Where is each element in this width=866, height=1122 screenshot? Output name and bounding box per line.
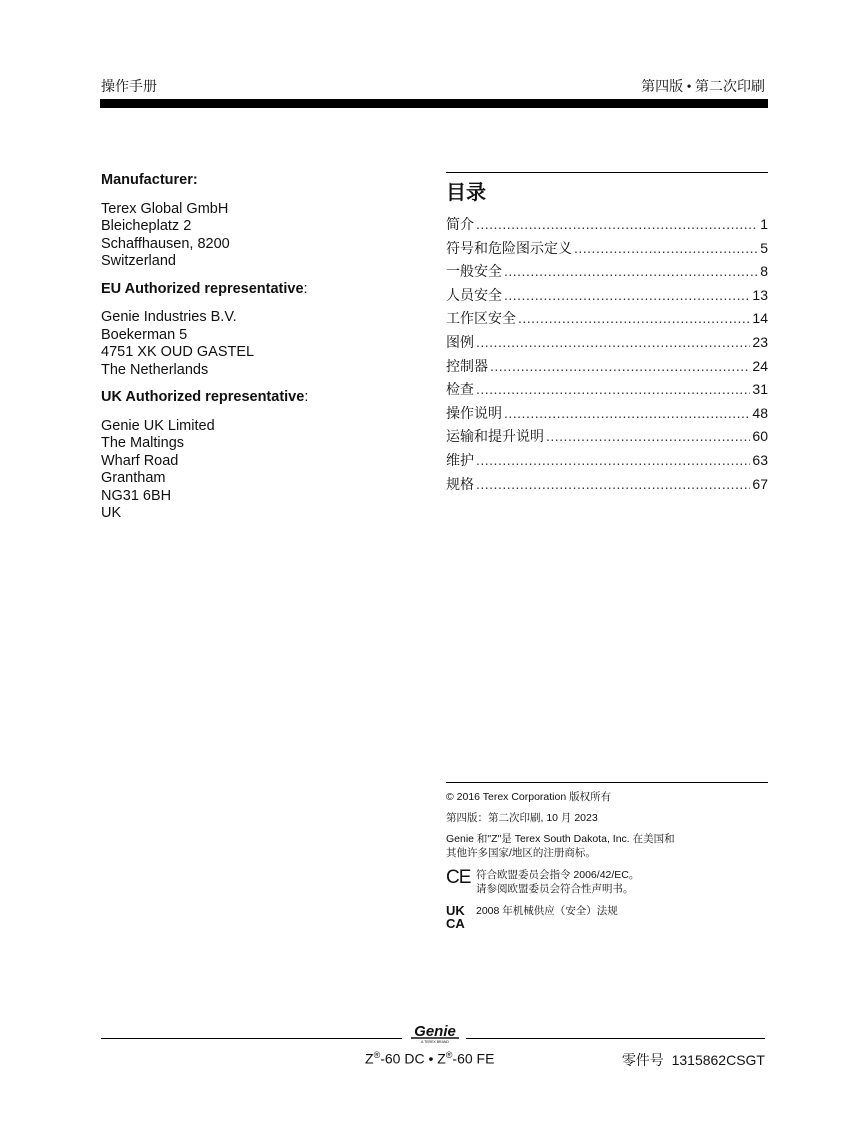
toc-entry-label: 控制器	[446, 359, 488, 375]
toc-entry-label: 检查	[446, 383, 474, 399]
ukca-mark-top: UK	[446, 903, 465, 918]
toc-entry-page: 14	[752, 310, 768, 327]
genie-logo-subtext: A TEREX BRAND	[421, 1040, 449, 1044]
toc-entry-page: 23	[752, 333, 768, 350]
footer-rule-right	[466, 1038, 765, 1039]
address-line: Boekerman 5	[101, 326, 188, 343]
address-line: The Netherlands	[101, 361, 209, 378]
ce-text-line-1: 符合欧盟委员会指令 2006/42/EC。	[476, 869, 640, 881]
toc-entry[interactable]	[446, 261, 768, 285]
header-manual-title: 操作手册	[101, 80, 157, 95]
registered-mark: ®	[373, 1050, 381, 1060]
toc-entry-page: 63	[752, 451, 768, 468]
manufacturer-address	[101, 201, 421, 271]
toc-entry[interactable]	[446, 379, 768, 403]
toc-leader-dots	[476, 452, 750, 468]
trademark-line-1: Genie 和"Z"是 Terex South Dakota, Inc. 在美国和	[446, 833, 675, 845]
table-of-contents	[446, 172, 768, 497]
toc-entry[interactable]	[446, 214, 768, 238]
uk-rep-colon: :	[304, 389, 309, 405]
toc-entry-label: 工作区安全	[446, 312, 516, 328]
part-number-value: 1315862CSGT	[671, 1052, 765, 1068]
trademark-line-2: 其他许多国家/地区的注册商标。	[446, 847, 596, 859]
toc-entry[interactable]	[446, 426, 768, 450]
toc-entry-page: 48	[752, 404, 768, 421]
toc-leader-dots	[490, 358, 750, 374]
header-edition: 第四版 • 第二次印刷	[641, 80, 765, 95]
toc-entry-page: 1	[760, 216, 768, 232]
toc-entry[interactable]	[446, 308, 768, 332]
toc-leader-dots	[476, 216, 758, 232]
copyright-block	[446, 782, 768, 930]
toc-entry-label: 人员安全	[446, 288, 502, 304]
toc-entry-page: 31	[752, 381, 768, 398]
toc-entry-label: 操作说明	[446, 406, 502, 422]
header-rule	[100, 99, 768, 108]
address-line: The Maltings	[101, 435, 185, 451]
ukca-mark-bottom: CA	[446, 916, 465, 931]
toc-entry[interactable]	[446, 285, 768, 309]
toc-top-rule	[446, 172, 768, 173]
address-line: Bleicheplatz 2	[101, 218, 192, 234]
toc-entry-label: 符号和危险图示定义	[446, 241, 572, 257]
footer-part-number	[622, 1050, 765, 1070]
toc-entry[interactable]	[446, 238, 768, 262]
toc-entry-page: 60	[752, 428, 768, 445]
toc-entry-page: 13	[752, 286, 768, 303]
eu-rep-label-text: EU Authorized representative	[101, 280, 304, 297]
toc-leader-dots	[476, 334, 750, 350]
ce-compliance-text	[476, 868, 768, 896]
print-edition-line: 第四版：第二次印刷, 10 月 2023	[446, 812, 598, 824]
ce-mark-icon: CE	[446, 867, 471, 888]
model-z: Z	[365, 1050, 374, 1067]
address-line: Schaffhausen, 8200	[101, 235, 230, 252]
address-line: Terex Global GmbH	[101, 200, 229, 217]
uk-rep-label-text: UK Authorized representative	[101, 389, 305, 405]
address-line: NG31 6BH	[101, 487, 172, 504]
toc-entry[interactable]	[446, 332, 768, 356]
uk-rep-address	[101, 418, 421, 523]
ce-compliance	[446, 868, 768, 896]
address-line: Genie UK Limited	[101, 417, 215, 434]
toc-entry-page: 24	[752, 357, 768, 374]
toc-entry-label: 维护	[446, 453, 474, 469]
toc-leader-dots	[504, 263, 758, 279]
toc-entry-label: 运输和提升说明	[446, 430, 544, 446]
toc-leader-dots	[476, 476, 750, 492]
address-line: 4751 XK OUD GASTEL	[101, 344, 255, 360]
toc-entry-label: 图例	[446, 335, 474, 351]
toc-entry-page: 67	[752, 475, 768, 492]
toc-entry[interactable]	[446, 356, 768, 380]
genie-logo	[407, 1022, 463, 1044]
model-end: -60 FE	[452, 1050, 495, 1067]
footer-rule-left	[101, 1038, 402, 1039]
copyright-line: © 2016 Terex Corporation 版权所有	[446, 791, 612, 803]
toc-leader-dots	[574, 240, 758, 256]
footer-model	[365, 1050, 494, 1067]
eu-rep-colon: :	[303, 280, 308, 297]
toc-entry[interactable]	[446, 450, 768, 474]
eu-rep-label	[101, 281, 421, 299]
address-line: Grantham	[101, 470, 166, 486]
toc-entry[interactable]	[446, 474, 768, 498]
registered-mark: ®	[445, 1050, 453, 1060]
address-line: Wharf Road	[101, 452, 179, 469]
address-line: Switzerland	[101, 253, 176, 269]
uk-rep-label	[101, 389, 421, 407]
eu-rep-address	[101, 309, 421, 379]
address-line: Genie Industries B.V.	[101, 309, 237, 325]
copyright-top-rule	[446, 782, 768, 783]
toc-leader-dots	[518, 310, 750, 326]
address-line: UK	[101, 505, 122, 521]
trademark-notice	[446, 832, 768, 860]
addresses-column	[101, 172, 421, 523]
toc-entry-page: 5	[760, 239, 768, 256]
toc-leader-dots	[504, 405, 750, 421]
genie-logo-text: Genie	[414, 1023, 456, 1040]
ukca-compliance	[446, 904, 768, 930]
toc-entry-page: 8	[760, 263, 768, 280]
model-mid: -60 DC • Z	[380, 1050, 446, 1067]
part-number-label: 零件号	[621, 1054, 664, 1069]
toc-entry-label: 一般安全	[446, 265, 502, 281]
toc-entry[interactable]	[446, 403, 768, 427]
ukca-compliance-text: 2008 年机械供应（安全）法规	[476, 905, 618, 917]
toc-leader-dots	[476, 381, 750, 397]
ukca-mark-icon	[446, 904, 476, 930]
ce-text-line-2: 请参阅欧盟委员会符合性声明书。	[476, 883, 634, 895]
toc-entry-label: 简介	[446, 218, 474, 233]
toc-leader-dots	[504, 287, 750, 303]
toc-title: 目录	[446, 182, 486, 204]
manufacturer-label: Manufacturer:	[101, 172, 198, 188]
toc-entry-label: 规格	[446, 477, 474, 493]
toc-leader-dots	[546, 428, 750, 444]
